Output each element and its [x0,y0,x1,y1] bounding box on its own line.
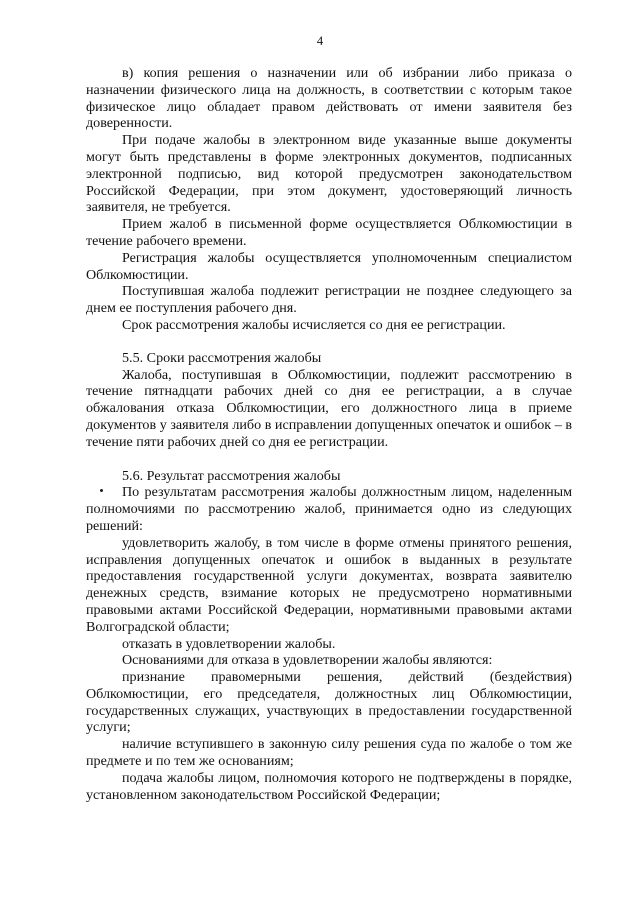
paragraph: Срок рассмотрения жалобы исчисляется со дня ее регистрации. [122,316,506,333]
paragraph: Основаниями для отказа в удовлетворении жалобы являются: [122,652,493,669]
section-heading-5-6: 5.6. Результат рассмотрения жалобы [122,467,341,484]
section-heading-5-5: 5.5. Сроки рассмотрения жалобы [122,349,322,366]
scan-speck [100,489,103,492]
paragraph: отказать в удовлетворении жалобы. [122,635,336,652]
paragraph: Поступившая жалоба подлежит регистрации не позднее следующего за днем ее поступления рабочего дня. [86,283,572,317]
paragraph: Регистрация жалобы осуществляется уполномоченным специалистом Облкомюстиции. [86,249,572,283]
page-body [86,65,572,803]
paragraph: Жалоба, поступившая в Облкомюстиции, подлежит рассмотрению в течение пятнадцати рабочих дней со дня ее регистрации, а в случае обжалования отказа Облкомюстиции, его должностного лица в приеме документов у заявителя либо в исправлении допущенных опечаток и ошибок – в течение пяти рабочих дней со дня ее регистрации. [86,366,572,450]
paragraph: признание правомерными решения, действий (бездействия) Облкомюстиции, его председателя, должностных лиц Облкомюстиции, государственных служащих, участвующих в предоставлении государственной услуги; [86,669,572,736]
page-number: 4 [316,34,324,48]
paragraph: По результатам рассмотрения жалобы должностным лицом, наделенным полномочиями по рассмотрению жалоб, принимается одно из следующих решений: [86,484,572,534]
paragraph: в) копия решения о назначении или об избрании либо приказа о назначении физического лица на должность, в соответствии с которым такое физическое лицо обладает правом действовать от имени заявителя без доверенности. [86,65,572,132]
paragraph: Прием жалоб в письменной форме осуществляется Облкомюстиции в течение рабочего времени. [86,216,572,249]
paragraph: подача жалобы лицом, полномочия которого не подтверждены в порядке, установленном законодательством Российской Федерации; [86,769,572,803]
paragraph: удовлетворить жалобу, в том числе в форме отмены принятого решения, исправления допущенных опечаток и ошибок в выданных в результате предоставления государственной услуги документах, возврата заявителю денежных средств, взимание которых не предусмотрено нормативными правовыми актами Российской Федерации, нормативными правовыми актами Волгоградской области; [86,534,572,635]
paragraph: наличие вступившего в законную силу решения суда по жалобе о том же предмете и по тем же основаниям; [86,736,572,770]
paragraph: При подаче жалобы в электронном виде указанные выше документы могут быть представлены в форме электронных документов, подписанных электронной подписью, вид которой предусмотрен законодательством Российской Федерации, при этом документ, удостоверяющий личность заявителя, не требуется. [86,132,572,216]
